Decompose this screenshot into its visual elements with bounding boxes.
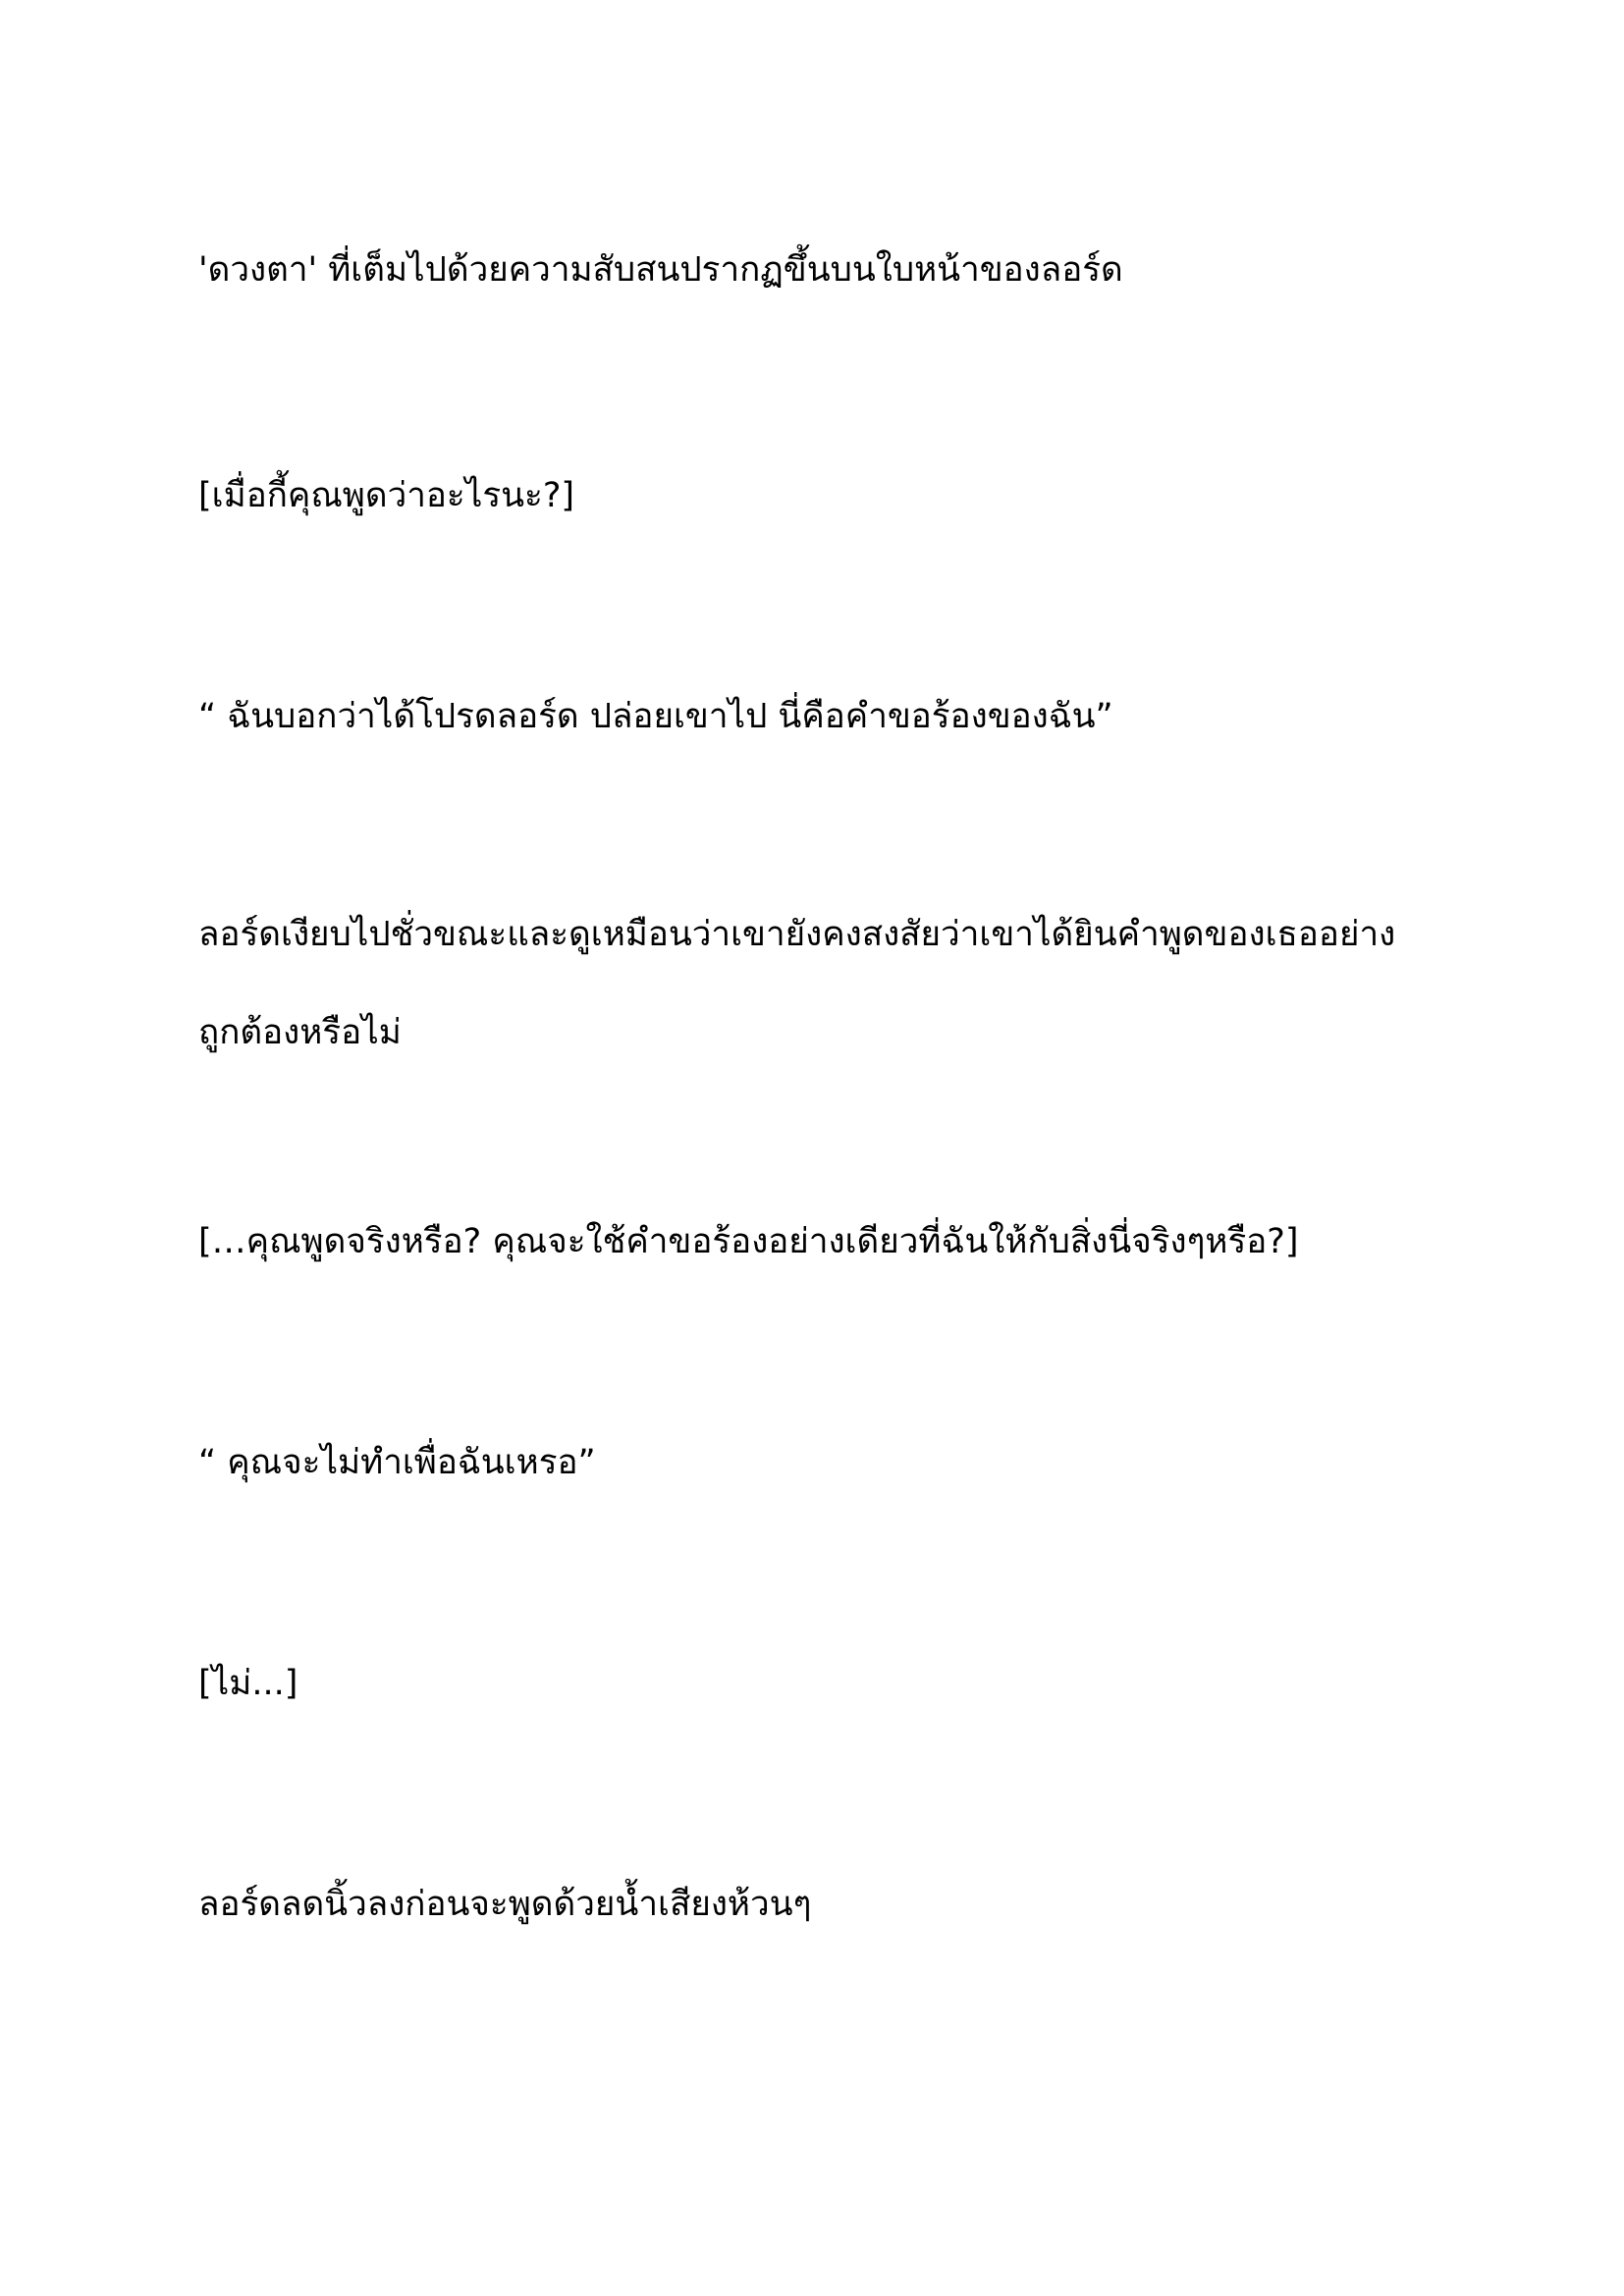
narration-paragraph: ลอร์ดเงียบไปชั่วขณะและดูเหมือนว่าเขายังคงสงสัยว่าเขาได้ยินคำพูดของเธออย่างถูกต้องหรือไม่ [198,915,1396,1052]
dialogue-line: […คุณพูดจริงหรือ? คุณจะใช้คำขอร้องอย่างเดียวที่ฉันให้กับสิ่งนี่จริงๆหรือ?] [198,1222,1299,1261]
dialogue-line: “ ฉันบอกว่าได้โปรดลอร์ด ปล่อยเขาไป นี่คือคำขอร้องของฉัน” [198,697,1113,736]
dialogue-line: [ไม่...] [198,1664,298,1703]
narration-paragraph: 'ดวงตา' ที่เต็มไปด้วยความสับสนปรากฏขึ้นบนใบหน้าของลอร์ด [198,250,1123,290]
dialogue-line: “ คุณจะไม่ทำเพื่อฉันเหรอ” [198,1443,596,1482]
dialogue-line: [เมื่อกี้คุณพูดว่าอะไรนะ?] [198,476,575,515]
narration-paragraph: ลอร์ดลดนิ้วลงก่อนจะพูดด้วยน้ำเสียงห้วนๆ [198,1885,812,1924]
